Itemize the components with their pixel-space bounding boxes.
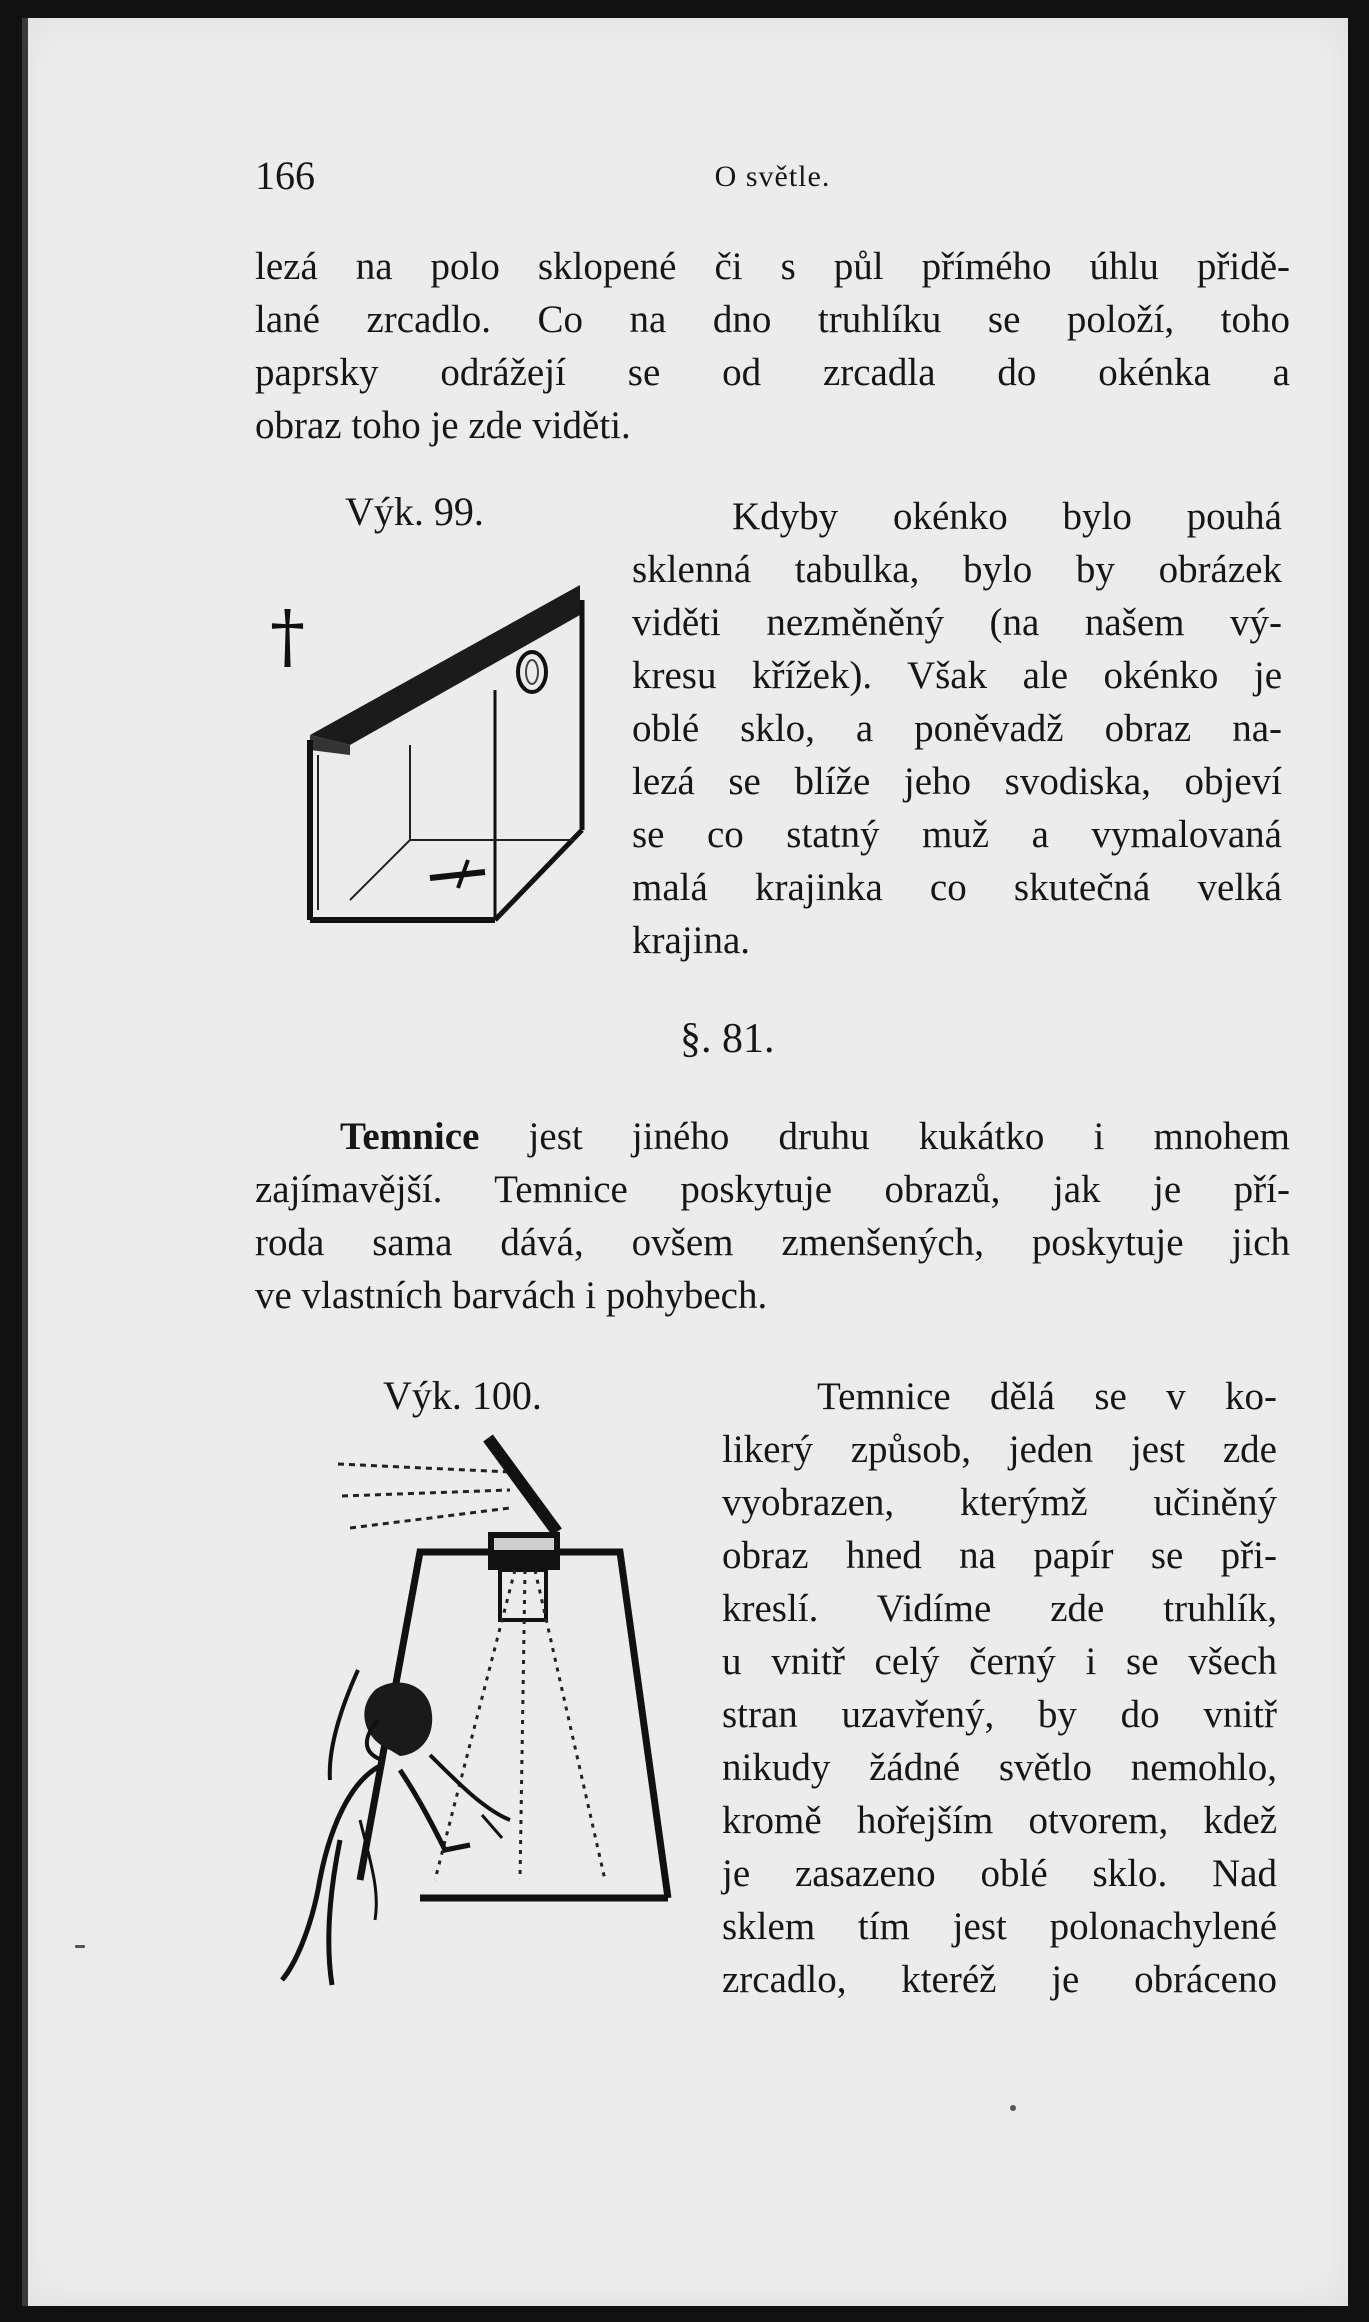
fig100-line: sklem tím jest polonachylené <box>722 1905 1277 1948</box>
intro-line: lané zrcadlo. Co na dno truhlíku se položí, toho <box>255 298 1290 341</box>
figure-99-text <box>632 490 1282 967</box>
running-title: O světle. <box>714 160 831 193</box>
fig100-line: Temnice dělá se v ko- <box>817 1375 1277 1418</box>
figure-100-illustration <box>270 1420 690 2005</box>
section-line: ve vlastních barvách i pohybech. <box>255 1274 768 1317</box>
figure-100-caption: Výk. 100. <box>383 1373 542 1418</box>
roof-shape <box>310 585 580 745</box>
section-line: roda sama dává, ovšem zmenšených, poskytuje jich <box>255 1221 1290 1264</box>
peep-box-drawing <box>270 570 600 940</box>
fig100-line: je zasazeno oblé sklo. Nad <box>722 1852 1277 1895</box>
cross-icon: † <box>270 595 305 677</box>
camera-obscura-drawing <box>270 1420 690 2000</box>
term-temnice: Temnice <box>340 1115 480 1158</box>
person-head <box>364 1682 432 1756</box>
fig100-line: kreslí. Vidíme zde truhlík, <box>722 1587 1277 1630</box>
fig100-line: vyobrazen, kterýmž učiněný <box>722 1481 1277 1524</box>
fig100-line: u vnitř celý černý i se všech <box>722 1640 1277 1683</box>
fig99-line: lezá se blíže jeho svodiska, objeví <box>632 760 1282 803</box>
fig99-line: sklenná tabulka, bylo by obrázek <box>632 548 1282 591</box>
fig99-line: Kdyby okénko bylo pouhá <box>732 495 1282 538</box>
intro-line: lezá na polo sklopené či s půl přímého úhlu přidě- <box>255 245 1290 288</box>
page-number: 166 <box>255 153 315 198</box>
lens-icon <box>518 652 546 692</box>
intro-paragraph <box>255 240 1290 452</box>
fig100-line: nikudy žádné světlo nemohlo, <box>722 1746 1277 1789</box>
fig100-line: likerý způsob, jeden jest zde <box>722 1428 1277 1471</box>
print-speck <box>75 1945 85 1948</box>
intro-line: obraz toho je zde viděti. <box>255 404 631 447</box>
fig100-line: obraz hned na papír se při- <box>722 1534 1277 1577</box>
figure-100-text <box>722 1370 1277 2006</box>
section-line <box>255 1110 1290 1163</box>
figure-99-caption: Výk. 99. <box>345 489 484 534</box>
fig100-line: zrcadlo, kteréž je obráceno <box>722 1958 1277 2001</box>
fig99-line: krajina. <box>632 919 751 962</box>
fig100-line: stran uzavřený, by do vnitř <box>722 1693 1277 1736</box>
fig99-line: malá krajinka co skutečná velká <box>632 866 1282 909</box>
intro-line: paprsky odrážejí se od zrcadla do okénka a <box>255 351 1290 394</box>
fig99-line: kresu křížek). Však ale okénko je <box>632 654 1282 697</box>
section-heading: §. 81. <box>680 1016 775 1062</box>
section-paragraph <box>255 1110 1290 1322</box>
fig100-line: kromě hořejším otvorem, kdež <box>722 1799 1277 1842</box>
figure-99-illustration <box>270 570 600 945</box>
page-header <box>255 152 1290 202</box>
fig99-line: se co statný muž a vymalovaná <box>632 813 1282 856</box>
print-speck <box>1010 2105 1016 2111</box>
fig99-line: viděti nezměněný (na našem vý- <box>632 601 1282 644</box>
lens-housing <box>488 1532 560 1570</box>
fig99-line: oblé sklo, a poněvadž obraz na- <box>632 707 1282 750</box>
mirror-shape <box>488 1438 557 1532</box>
section-line: zajímavější. Temnice poskytuje obrazů, jak je pří- <box>255 1168 1290 1211</box>
section-line-rest: jest jiného druhu kukátko i mnohem <box>479 1115 1290 1158</box>
page-edge-shadow <box>22 18 28 2306</box>
